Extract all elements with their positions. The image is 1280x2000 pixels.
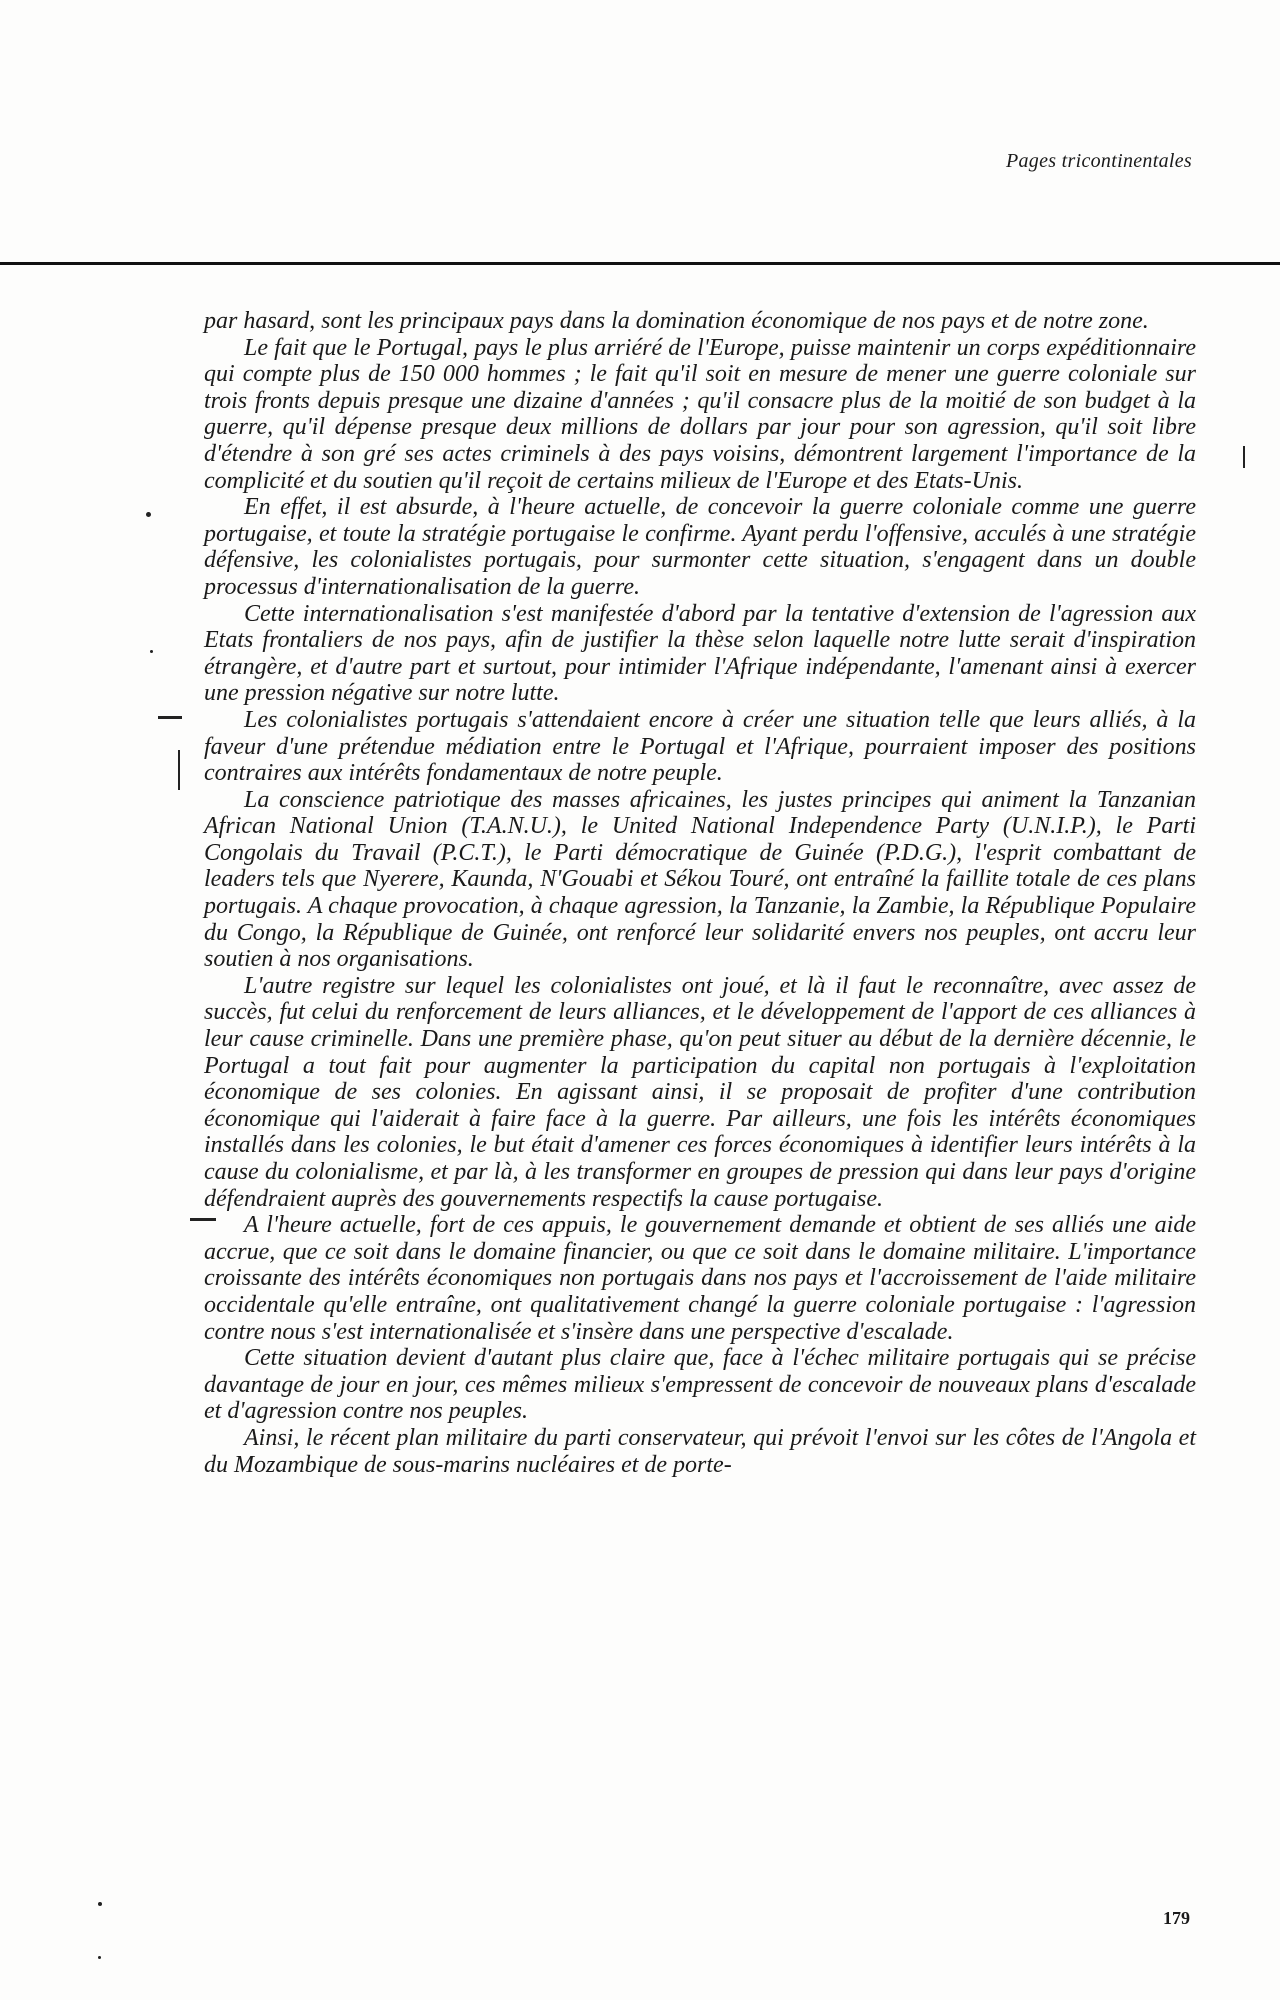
running-head: Pages tricontinentales — [1005, 150, 1192, 172]
paragraph-5: Les colonialistes portugais s'attendaient encore à créer une situation telle que leurs alliés, à la faveur d'une prétendue médiation entre le Portugal et l'Afrique, pourraient imposer des positions contraires aux intérêts fondamentaux de notre peuple. — [204, 706, 1196, 787]
page-number: 179 — [1163, 1908, 1190, 1928]
margin-dash-mark — [158, 716, 182, 719]
paragraph-6: La conscience patriotique des masses africaines, les justes principes qui animent la Tanzanian African National Union (T.A.N.U.), le United National Independence Party (U.N.I.P.), le Parti Congolais du Travail (P.C.T.), le Parti démocratique de Guinée (P.D.G.), l'esprit combattant de leaders tels que Nyerere, Kaunda, N'Gouabi et Sékou Touré, ont entraîné la faillite totale de ces plans portugais. A chaque provocation, à chaque agression, la Tanzanie, la Zambie, la République Populaire du Congo, la République de Guinée, ont renforcé leur solidarité envers nos peuples, ont accru leur soutien à nos organisations. — [204, 786, 1196, 973]
margin-dot-mark — [146, 512, 151, 517]
paragraph-7: L'autre registre sur lequel les colonialistes ont joué, et là il faut le reconnaître, avec assez de succès, fut celui du renforcement de leurs alliances, et le développement de l'apport de ces alliances à leur cause criminelle. Dans une première phase, qu'on peut situer au début de la dernière décennie, le Portugal a tout fait pour augmenter la participation du capital non portugais à l'exploitation économique de ses colonies. En agissant ainsi, il se proposait de profiter d'une contribution économique qui l'aiderait à faire face à la guerre. Par ailleurs, une fois les intérêts économiques installés dans les colonies, le but était d'amener ces forces économiques à identifier leurs intérêts à la cause du colonialisme, et par là, à les transformer en groupes de pression qui dans leur pays d'origine défendraient auprès des gouvernements respectifs la cause portugaise. — [204, 972, 1196, 1212]
margin-dot-mark — [150, 650, 153, 653]
paragraph-9: Cette situation devient d'autant plus claire que, face à l'échec militaire portugais qui se précise davantage de jour en jour, ces mêmes milieux s'empressent de concevoir de nouveaux plans d'escalade et d'agression contre nos peuples. — [204, 1345, 1196, 1425]
margin-bracket-mark — [178, 750, 180, 790]
margin-dot-mark — [98, 1902, 102, 1906]
paragraph-2: Le fait que le Portugal, pays le plus arriéré de l'Europe, puisse maintenir un corps expéditionnaire qui compte plus de 150 000 hommes ; le fait qu'il soit en mesure de mener une guerre coloniale sur trois fronts depuis presque une dizaine d'années ; qu'il consacre plus de la moitié de son budget à la guerre, qu'il dépense presque deux millions de dollars par jour pour son agression, qu'il soit libre d'étendre à son gré ses actes criminels à des pays voisins, démontrent largement l'importance de la complicité et du soutien qu'il reçoit de certains milieux de l'Europe et des Etats-Unis. — [204, 334, 1196, 494]
margin-arrow-mark — [190, 1218, 216, 1221]
paragraph-3: En effet, il est absurde, à l'heure actuelle, de concevoir la guerre coloniale comme une guerre portugaise, et toute la stratégie portugaise le confirme. Ayant perdu l'offensive, acculés à une stratégie défensive, les colonialistes portugais, pour surmonter cette situation, s'engagent dans un double processus d'internationalisation de la guerre. — [204, 494, 1196, 600]
paragraph-8: A l'heure actuelle, fort de ces appuis, le gouvernement demande et obtient de ses alliés une aide accrue, que ce soit dans le domaine financier, ou que ce soit dans le domaine militaire. L'importance croissante des intérêts économiques non portugais dans nos pays et l'accroissement de l'aide militaire occidentale qu'elle entraîne, ont qualitativement changé la guerre coloniale portugaise : l'agression contre nous s'est internationalisée et s'insère dans une perspective d'escalade. — [204, 1212, 1196, 1345]
margin-rule-mark — [1243, 446, 1245, 468]
header-rule — [0, 262, 1280, 265]
paragraph-10: Ainsi, le récent plan militaire du parti conservateur, qui prévoit l'envoi sur les côtes de l'Angola et du Mozambique de sous-marins nucléaires et de porte- — [204, 1424, 1196, 1478]
paragraph-4: Cette internationalisation s'est manifestée d'abord par la tentative d'extension de l'agression aux Etats frontaliers de nos pays, afin de justifier la thèse selon laquelle notre lutte serait d'inspiration étrangère, et d'autre part et surtout, pour intimider l'Afrique indépendante, l'amenant ainsi à exercer une pression négative sur notre lutte. — [204, 600, 1196, 707]
margin-dot-mark — [98, 1956, 101, 1959]
body-text — [204, 308, 1196, 1478]
paragraph-1: par hasard, sont les principaux pays dans la domination économique de nos pays et de notre zone. — [204, 308, 1149, 334]
